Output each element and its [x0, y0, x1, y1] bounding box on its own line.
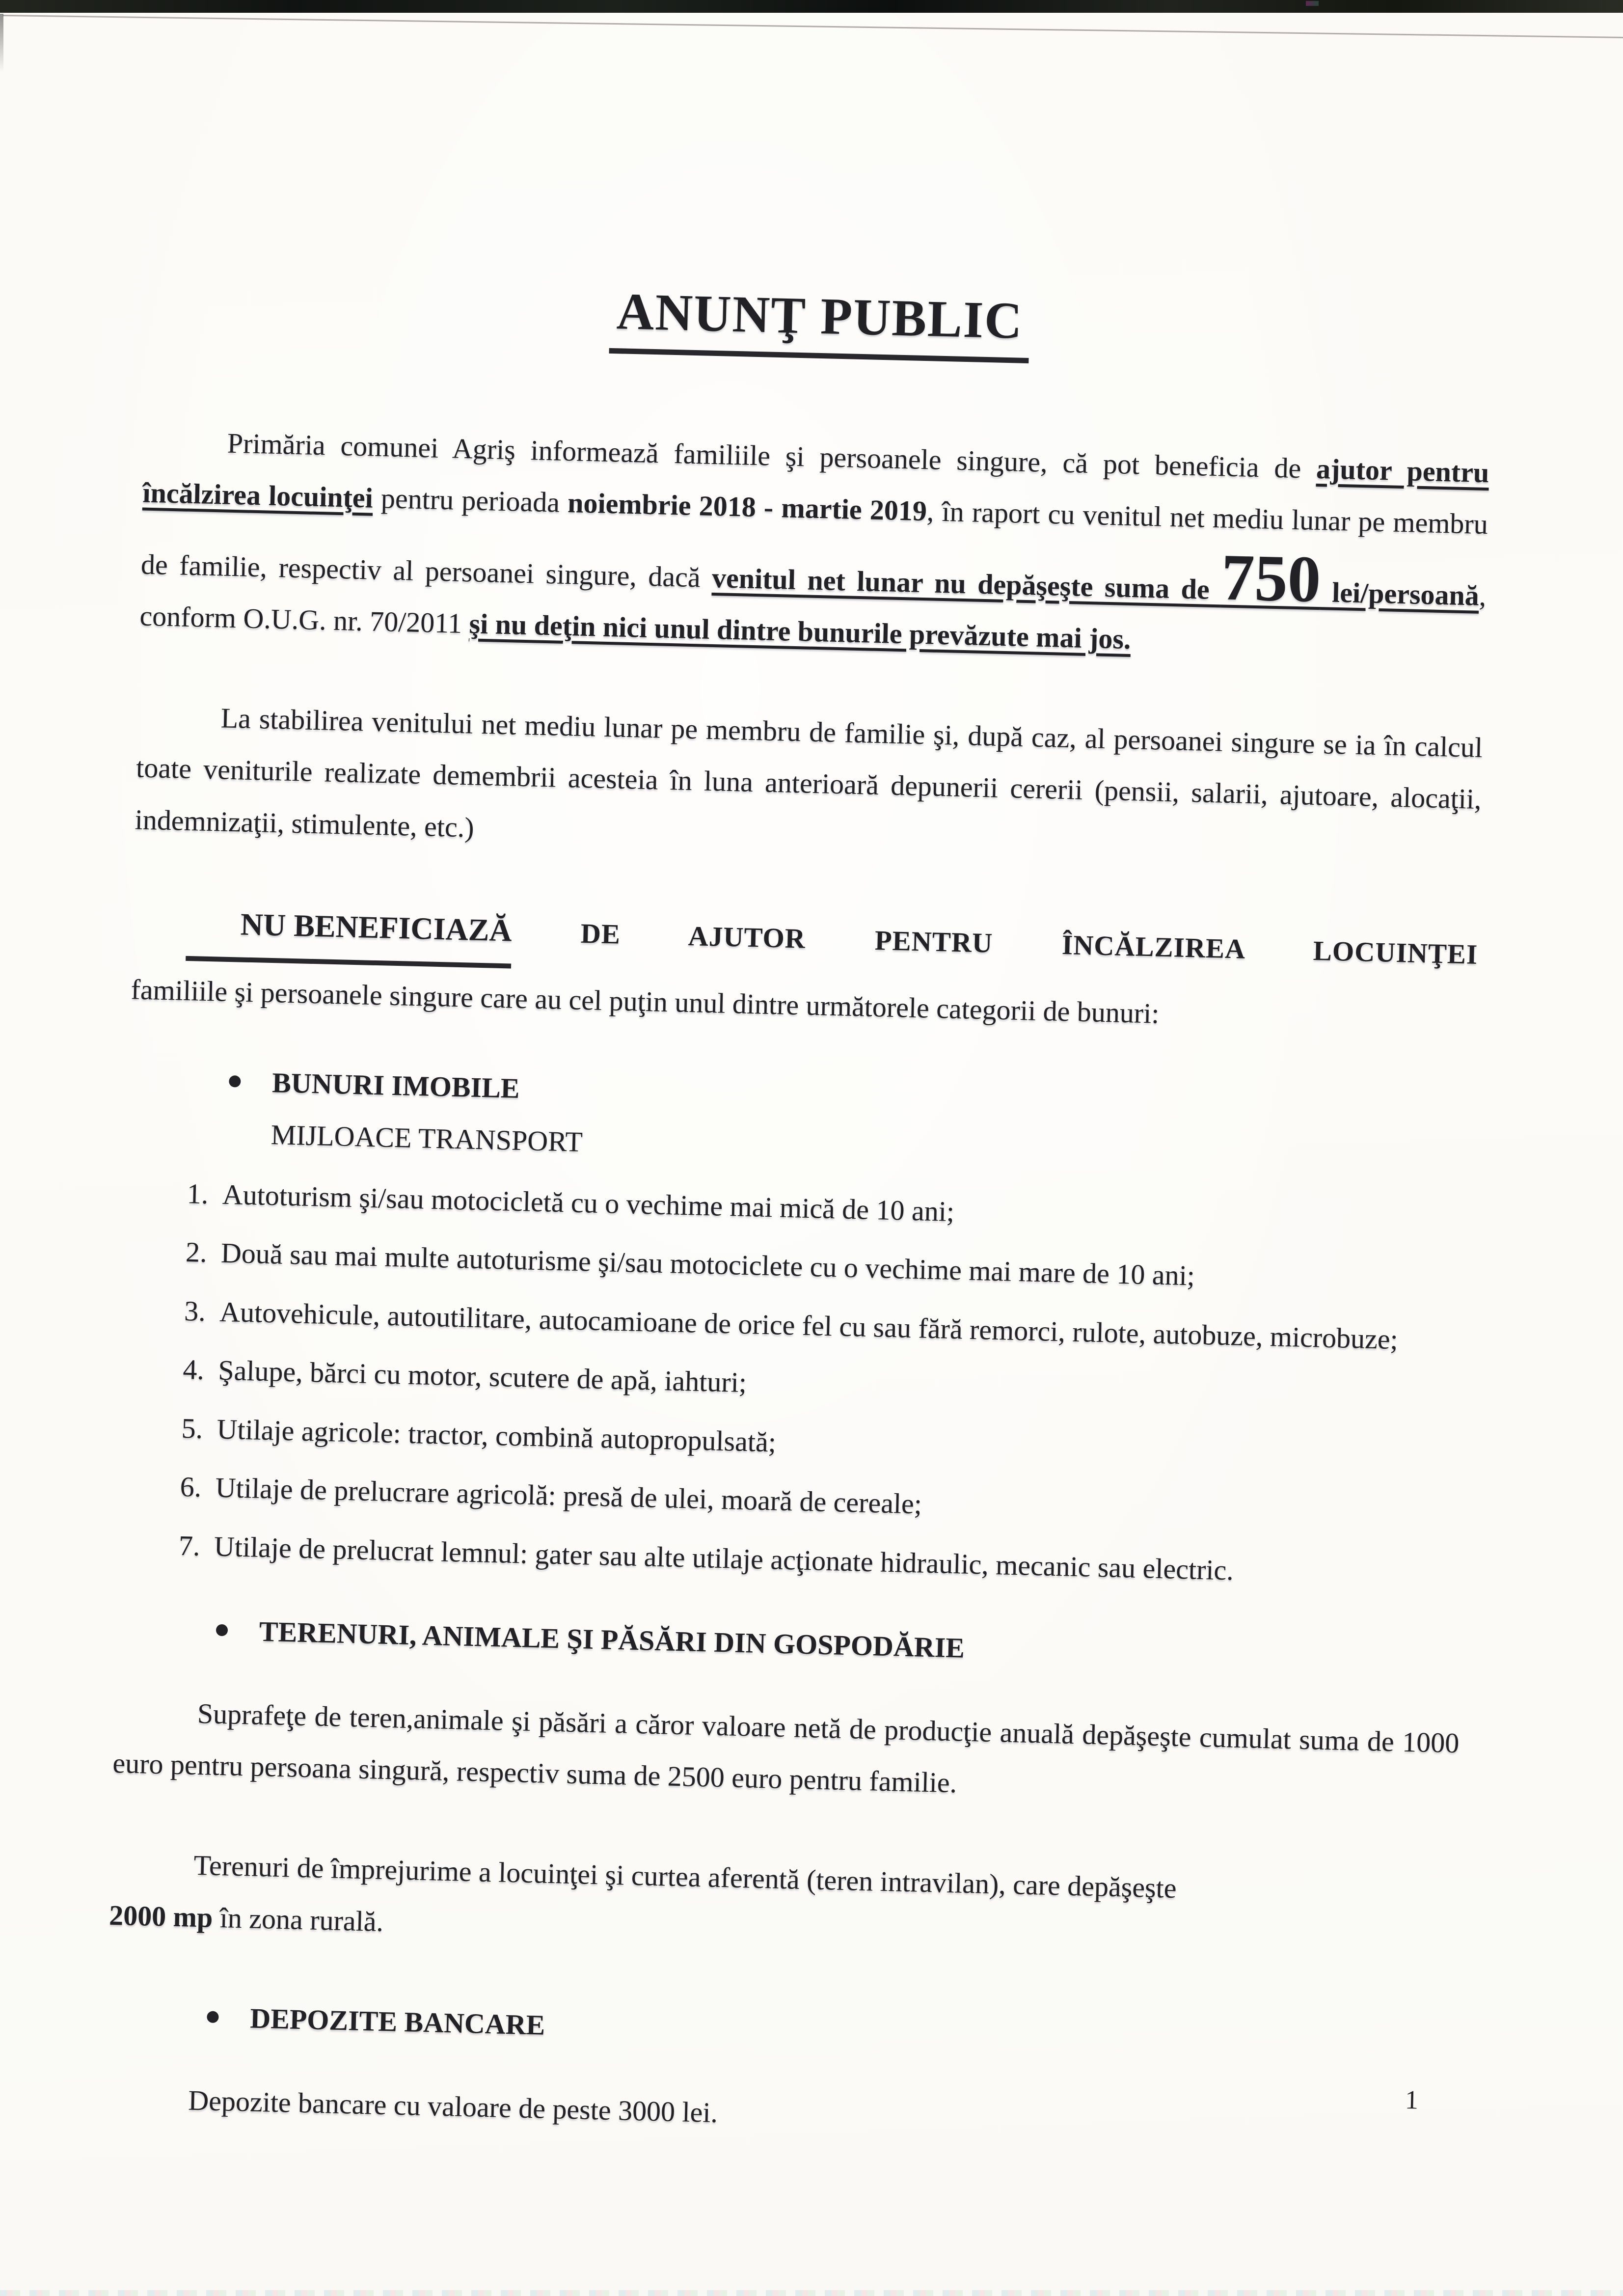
- list-item: 3. Autovehicule, autoutilitare, autocamioane de orice fel cu sau fără remorci, rulote, autobuze, microbuze;: [212, 1285, 1469, 1367]
- section-terenuri: [259, 1606, 1462, 1686]
- intro-text-2: pentru perioada: [373, 482, 568, 519]
- not-eligible-emphasis: NU BENEFICIAZĂ: [186, 895, 513, 968]
- no-goods-clause: şi nu deţin nici unul dintre bunurile prevăzute mai jos.: [468, 607, 1132, 656]
- not-eligible-subtext: familiile şi persoanele singure care au cel puţin unul dintre următorele categorii de bunuri:: [130, 973, 1160, 1030]
- document-title-text: ANUNŢ PUBLIC: [609, 283, 1030, 363]
- list-item: 2. Două sau mai multe autoturisme şi/sau motociclete cu o vechime mai mare de 10 ani;: [214, 1227, 1471, 1308]
- terenuri-paragraph: Suprafeţe de teren,animale şi păsări a căror valoare netă de producţie anuală depăşeşte cumulat suma de 1000 euro pentru persoana singură, respectiv suma de 2500 euro pentru familie.: [112, 1697, 1460, 1799]
- scanner-left-edge-mark: [0, 14, 3, 87]
- section-depozite: [249, 1993, 1453, 2073]
- list-item: 5. Utilaje agricole: tractor, combină autopropulsată;: [209, 1403, 1466, 1484]
- not-eligible-rest: DE AJUTOR PENTRU ÎNCĂLZIREA LOCUINŢEI: [580, 918, 1478, 971]
- list-item: 1. Autoturism şi/sau motocicletă cu o vechime mai mică de 10 ani;: [215, 1168, 1472, 1250]
- intro-paragraph: [139, 415, 1489, 674]
- threshold-unit: lei/persoană: [1320, 575, 1480, 612]
- highlight-period: noiembrie 2018 - martie 2019: [567, 487, 927, 527]
- depozite-paragraph: Depozite bancare cu valoare de peste 3000 lei.: [188, 2084, 718, 2129]
- scanner-bottom-noise: [0, 2290, 1623, 2296]
- list-item: 6. Utilaje de prelucrare agricolă: presă de ulei, moară de cereale;: [208, 1462, 1465, 1543]
- highlight-aid-type: ajutor pentru încălzirea locuinţei: [142, 452, 1490, 514]
- intro-text-4: , conform O.U.G. nr. 70/2011: [139, 579, 1487, 640]
- vehicles-list: [117, 1166, 1472, 1602]
- bunuri-imobile-heading: BUNURI IMOBILE: [271, 1066, 520, 1105]
- intro-text-1: Primăria comunei Agriş informează familiile şi persoanele singure, că pot beneficia de: [227, 427, 1317, 485]
- bullet-icon: [216, 1624, 228, 1637]
- teren-imprejurime-paragraph: [108, 1837, 1456, 1973]
- mijloace-transport-subheading: MIJLOACE TRANSPORT: [270, 1119, 583, 1158]
- list-item: 4. Şalupe, bărci cu motor, scutere de apă, iahturi;: [211, 1344, 1468, 1426]
- threshold-text: venitul net lunar nu depăşeşte suma de: [711, 561, 1222, 606]
- income-calculation-paragraph: La stabilirea venitului net mediu lunar pe membru de familie şi, după caz, al persoanei singure se ia în calcul toate veniturile realizate demembrii acesteia în luna anterioară depunerii cererii (pensii, salarii, ajutoare, alocaţii, indemnizaţii, stimulente, etc.): [135, 702, 1483, 844]
- bullet-icon: [229, 1075, 241, 1088]
- teren-text-2: în zona rurală.: [212, 1901, 384, 1938]
- teren-text-1: Terenuri de împrejurime a locuinţei şi curtea aferentă (teren intravilan), care depăşeşte: [193, 1849, 1177, 1904]
- terenuri-heading: TERENURI, ANIMALE ŞI PĂSĂRI DIN GOSPODĂRIE: [259, 1615, 965, 1664]
- threshold-2000mp: 2000 mp: [108, 1899, 214, 1934]
- page-number: 1: [1405, 2085, 1419, 2115]
- list-item: 7. Utilaje de prelucrat lemnul: gater sau alte utilaje acţionate hidraulic, mecanic sau electric.: [207, 1520, 1464, 1602]
- amount-750: 750: [1220, 541, 1322, 616]
- bullet-icon: [207, 2011, 219, 2023]
- depozite-heading: DEPOZITE BANCARE: [249, 2002, 546, 2041]
- income-threshold-phrase: [711, 541, 1480, 616]
- intro-text-3: , în raport cu venitul net mediu lunar pe membru de familie, respectiv al persoanei singure, dacă: [140, 495, 1488, 594]
- document-title: [146, 272, 1493, 374]
